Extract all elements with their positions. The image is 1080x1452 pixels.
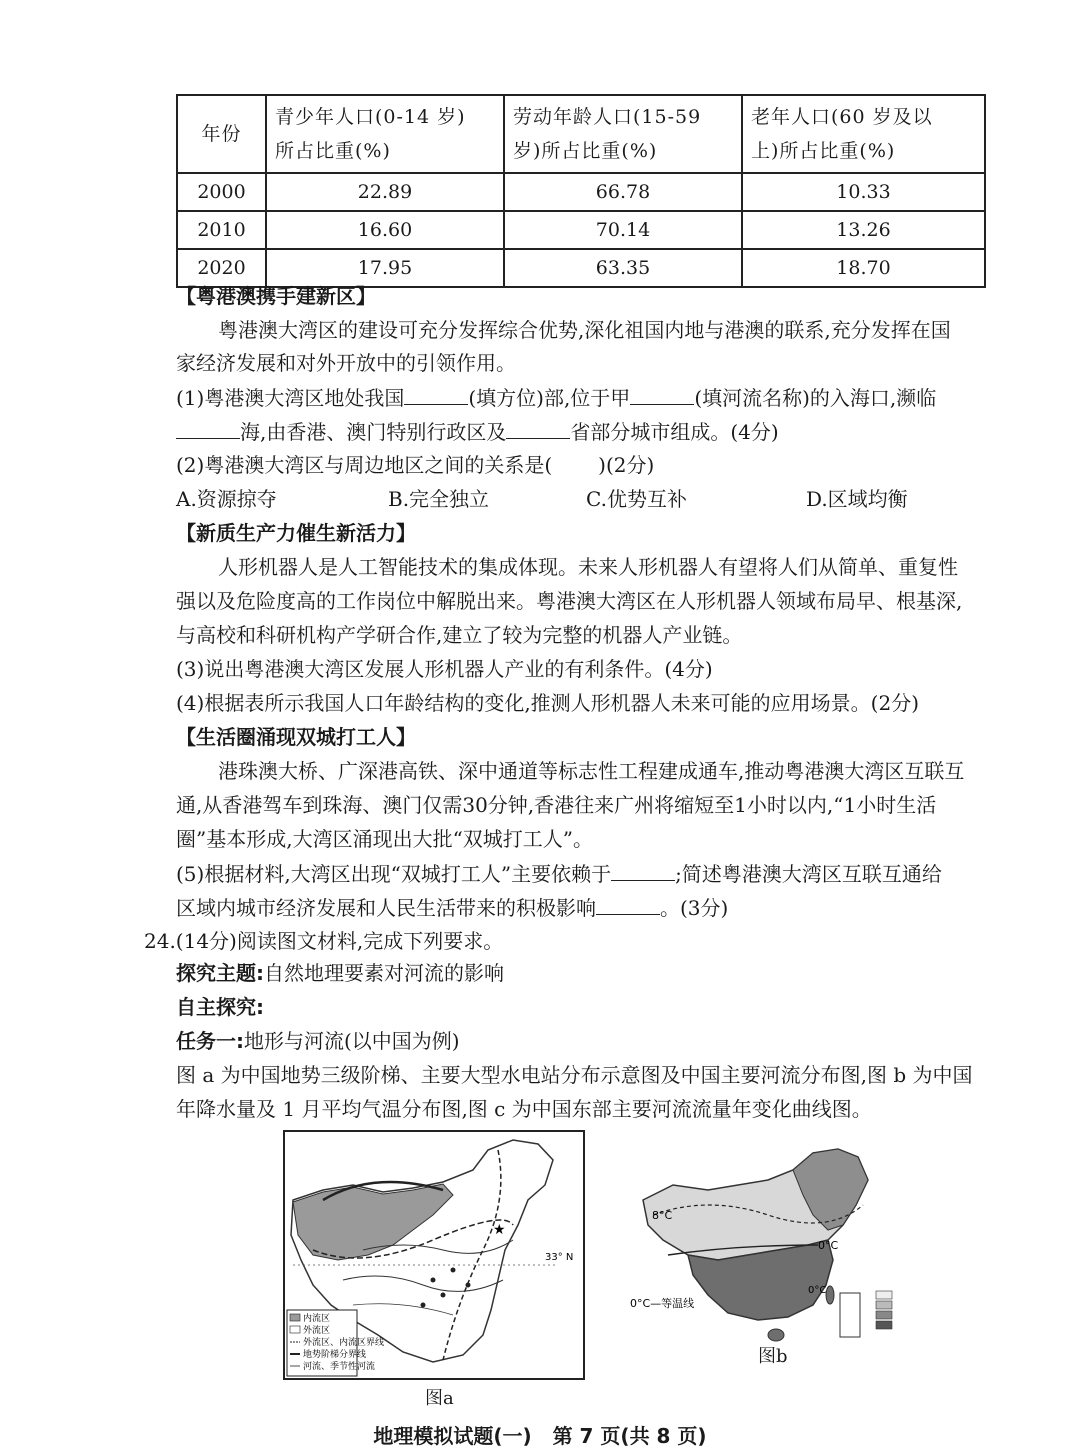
paragraph-line: 强以及危险度高的工作岗位中解脱出来。粤港澳大湾区在人形机器人领域布局早、根基深, bbox=[176, 589, 963, 613]
section-title: 【粤港澳携手建新区】 bbox=[176, 284, 376, 308]
legend-item: 外流区、内流区界线 bbox=[303, 1338, 385, 1348]
header-youth: 青少年人口(0-14 岁) 所占比重(%) bbox=[266, 95, 504, 173]
isotherm-label-0c-b: 0°C bbox=[808, 1285, 827, 1296]
question-1-line2: 海,由香港、澳门特别行政区及 省部分城市组成。(4分) bbox=[176, 416, 779, 447]
cell-elder: 18.70 bbox=[742, 249, 985, 287]
question-5-line2: 区域内城市经济发展和人民生活带来的积极影响 。(3分) bbox=[176, 892, 728, 923]
cell-labor: 70.14 bbox=[504, 211, 742, 249]
question-24-head: 24.(14分)阅读图文材料,完成下列要求。 bbox=[144, 929, 504, 953]
cell-labor: 63.35 bbox=[504, 249, 742, 287]
option-b[interactable]: B.完全独立 bbox=[388, 487, 490, 511]
paragraph-line: 通,从香港驾车到珠海、澳门仅需30分钟,香港往来广州将缩短至1小时以内,“1小时生活 bbox=[176, 793, 937, 817]
precipitation-legend bbox=[876, 1291, 892, 1329]
paragraph-line: 与高校和科研机构产学研合作,建立了较为完整的机器人产业链。 bbox=[176, 623, 743, 647]
answer-blank[interactable] bbox=[611, 858, 675, 881]
option-a[interactable]: A.资源掠夺 bbox=[176, 487, 277, 511]
answer-blank[interactable] bbox=[506, 416, 570, 439]
option-d[interactable]: D.区域均衡 bbox=[806, 487, 908, 511]
paragraph-line: 人形机器人是人工智能技术的集成体现。未来人形机器人有望将人们从简单、重复性 bbox=[218, 555, 958, 579]
figure-b-map bbox=[628, 1145, 902, 1350]
question-3: (3)说出粤港澳大湾区发展人形机器人产业的有利条件。(4分) bbox=[176, 657, 713, 681]
table-row bbox=[177, 211, 985, 249]
cell-year: 2010 bbox=[177, 211, 266, 249]
answer-blank[interactable] bbox=[404, 382, 468, 405]
paragraph-line: 粤港澳大湾区的建设可充分发挥综合优势,深化祖国内地与港澳的联系,充分发挥在国 bbox=[218, 318, 951, 342]
theme-line: 探究主题:自然地理要素对河流的影响 bbox=[176, 961, 504, 985]
isotherm-label-8c: 8°C bbox=[652, 1209, 673, 1222]
answer-blank[interactable] bbox=[176, 416, 240, 439]
isotherm-legend: 0°C—等温线 bbox=[630, 1297, 695, 1310]
footer-page: 第 7 页(共 8 页) bbox=[552, 1424, 707, 1448]
question-4: (4)根据表所示我国人口年龄结构的变化,推测人形机器人未来可能的应用场景。(2分) bbox=[176, 691, 920, 715]
cell-youth: 16.60 bbox=[266, 211, 504, 249]
isotherm-label-0c: 0°C bbox=[818, 1239, 839, 1252]
header-elder: 老年人口(60 岁及以 上)所占比重(%) bbox=[742, 95, 985, 173]
figure-a-map bbox=[283, 1130, 585, 1380]
svg-text:★: ★ bbox=[493, 1222, 506, 1238]
section-title: 【生活圈涌现双城打工人】 bbox=[176, 725, 416, 749]
paragraph-line: 圈”基本形成,大湾区涌现出大批“双城打工人”。 bbox=[176, 827, 594, 851]
table-row bbox=[177, 173, 985, 211]
paragraph-line: 家经济发展和对外开放中的引领作用。 bbox=[176, 351, 516, 375]
footer-title: 地理模拟试题(一) bbox=[373, 1424, 532, 1448]
header-year: 年份 bbox=[177, 95, 266, 173]
legend-item: 河流、季节性河流 bbox=[303, 1362, 376, 1372]
answer-blank[interactable] bbox=[630, 382, 694, 405]
figure-a-caption: 图a bbox=[425, 1388, 454, 1409]
latitude-label: 33° N bbox=[545, 1252, 574, 1263]
cell-elder: 10.33 bbox=[742, 173, 985, 211]
paragraph-line: 图 a 为中国地势三级阶梯、主要大型水电站分布示意图及中国主要河流分布图,图 b 为中国 bbox=[176, 1063, 973, 1087]
page-footer bbox=[0, 1420, 1080, 1449]
cell-youth: 17.95 bbox=[266, 249, 504, 287]
cell-year: 2000 bbox=[177, 173, 266, 211]
population-table bbox=[176, 94, 986, 288]
option-c[interactable]: C.优势互补 bbox=[586, 487, 687, 511]
question-1-line1: (1)粤港澳大湾区地处我国 (填方位)部,位于甲 (填河流名称)的入海口,濒临 bbox=[176, 382, 936, 413]
cell-elder: 13.26 bbox=[742, 211, 985, 249]
legend-item: 地势阶梯分界线 bbox=[303, 1350, 367, 1360]
cell-labor: 66.78 bbox=[504, 173, 742, 211]
section-title: 【新质生产力催生新活力】 bbox=[176, 521, 416, 545]
cell-year: 2020 bbox=[177, 249, 266, 287]
legend-item: 外流区 bbox=[303, 1326, 331, 1336]
paragraph-line: 港珠澳大桥、广深港高铁、深中通道等标志性工程建成通车,推动粤港澳大湾区互联互 bbox=[218, 759, 965, 783]
question-2: (2)粤港澳大湾区与周边地区之间的关系是( )(2分) bbox=[176, 453, 655, 477]
figure-b-caption: 图b bbox=[758, 1346, 788, 1367]
legend-item: 内流区 bbox=[303, 1314, 331, 1324]
cell-youth: 22.89 bbox=[266, 173, 504, 211]
task-line: 任务一:地形与河流(以中国为例) bbox=[176, 1029, 460, 1053]
explore-label: 自主探究: bbox=[176, 995, 264, 1019]
header-labor: 劳动年龄人口(15-59 岁)所占比重(%) bbox=[504, 95, 742, 173]
answer-blank[interactable] bbox=[596, 892, 660, 915]
paragraph-line: 年降水量及 1 月平均气温分布图,图 c 为中国东部主要河流流量年变化曲线图。 bbox=[176, 1097, 872, 1121]
question-5-line1: (5)根据材料,大湾区出现“双城打工人”主要依赖于 ;简述粤港澳大湾区互联互通给 bbox=[176, 858, 942, 889]
